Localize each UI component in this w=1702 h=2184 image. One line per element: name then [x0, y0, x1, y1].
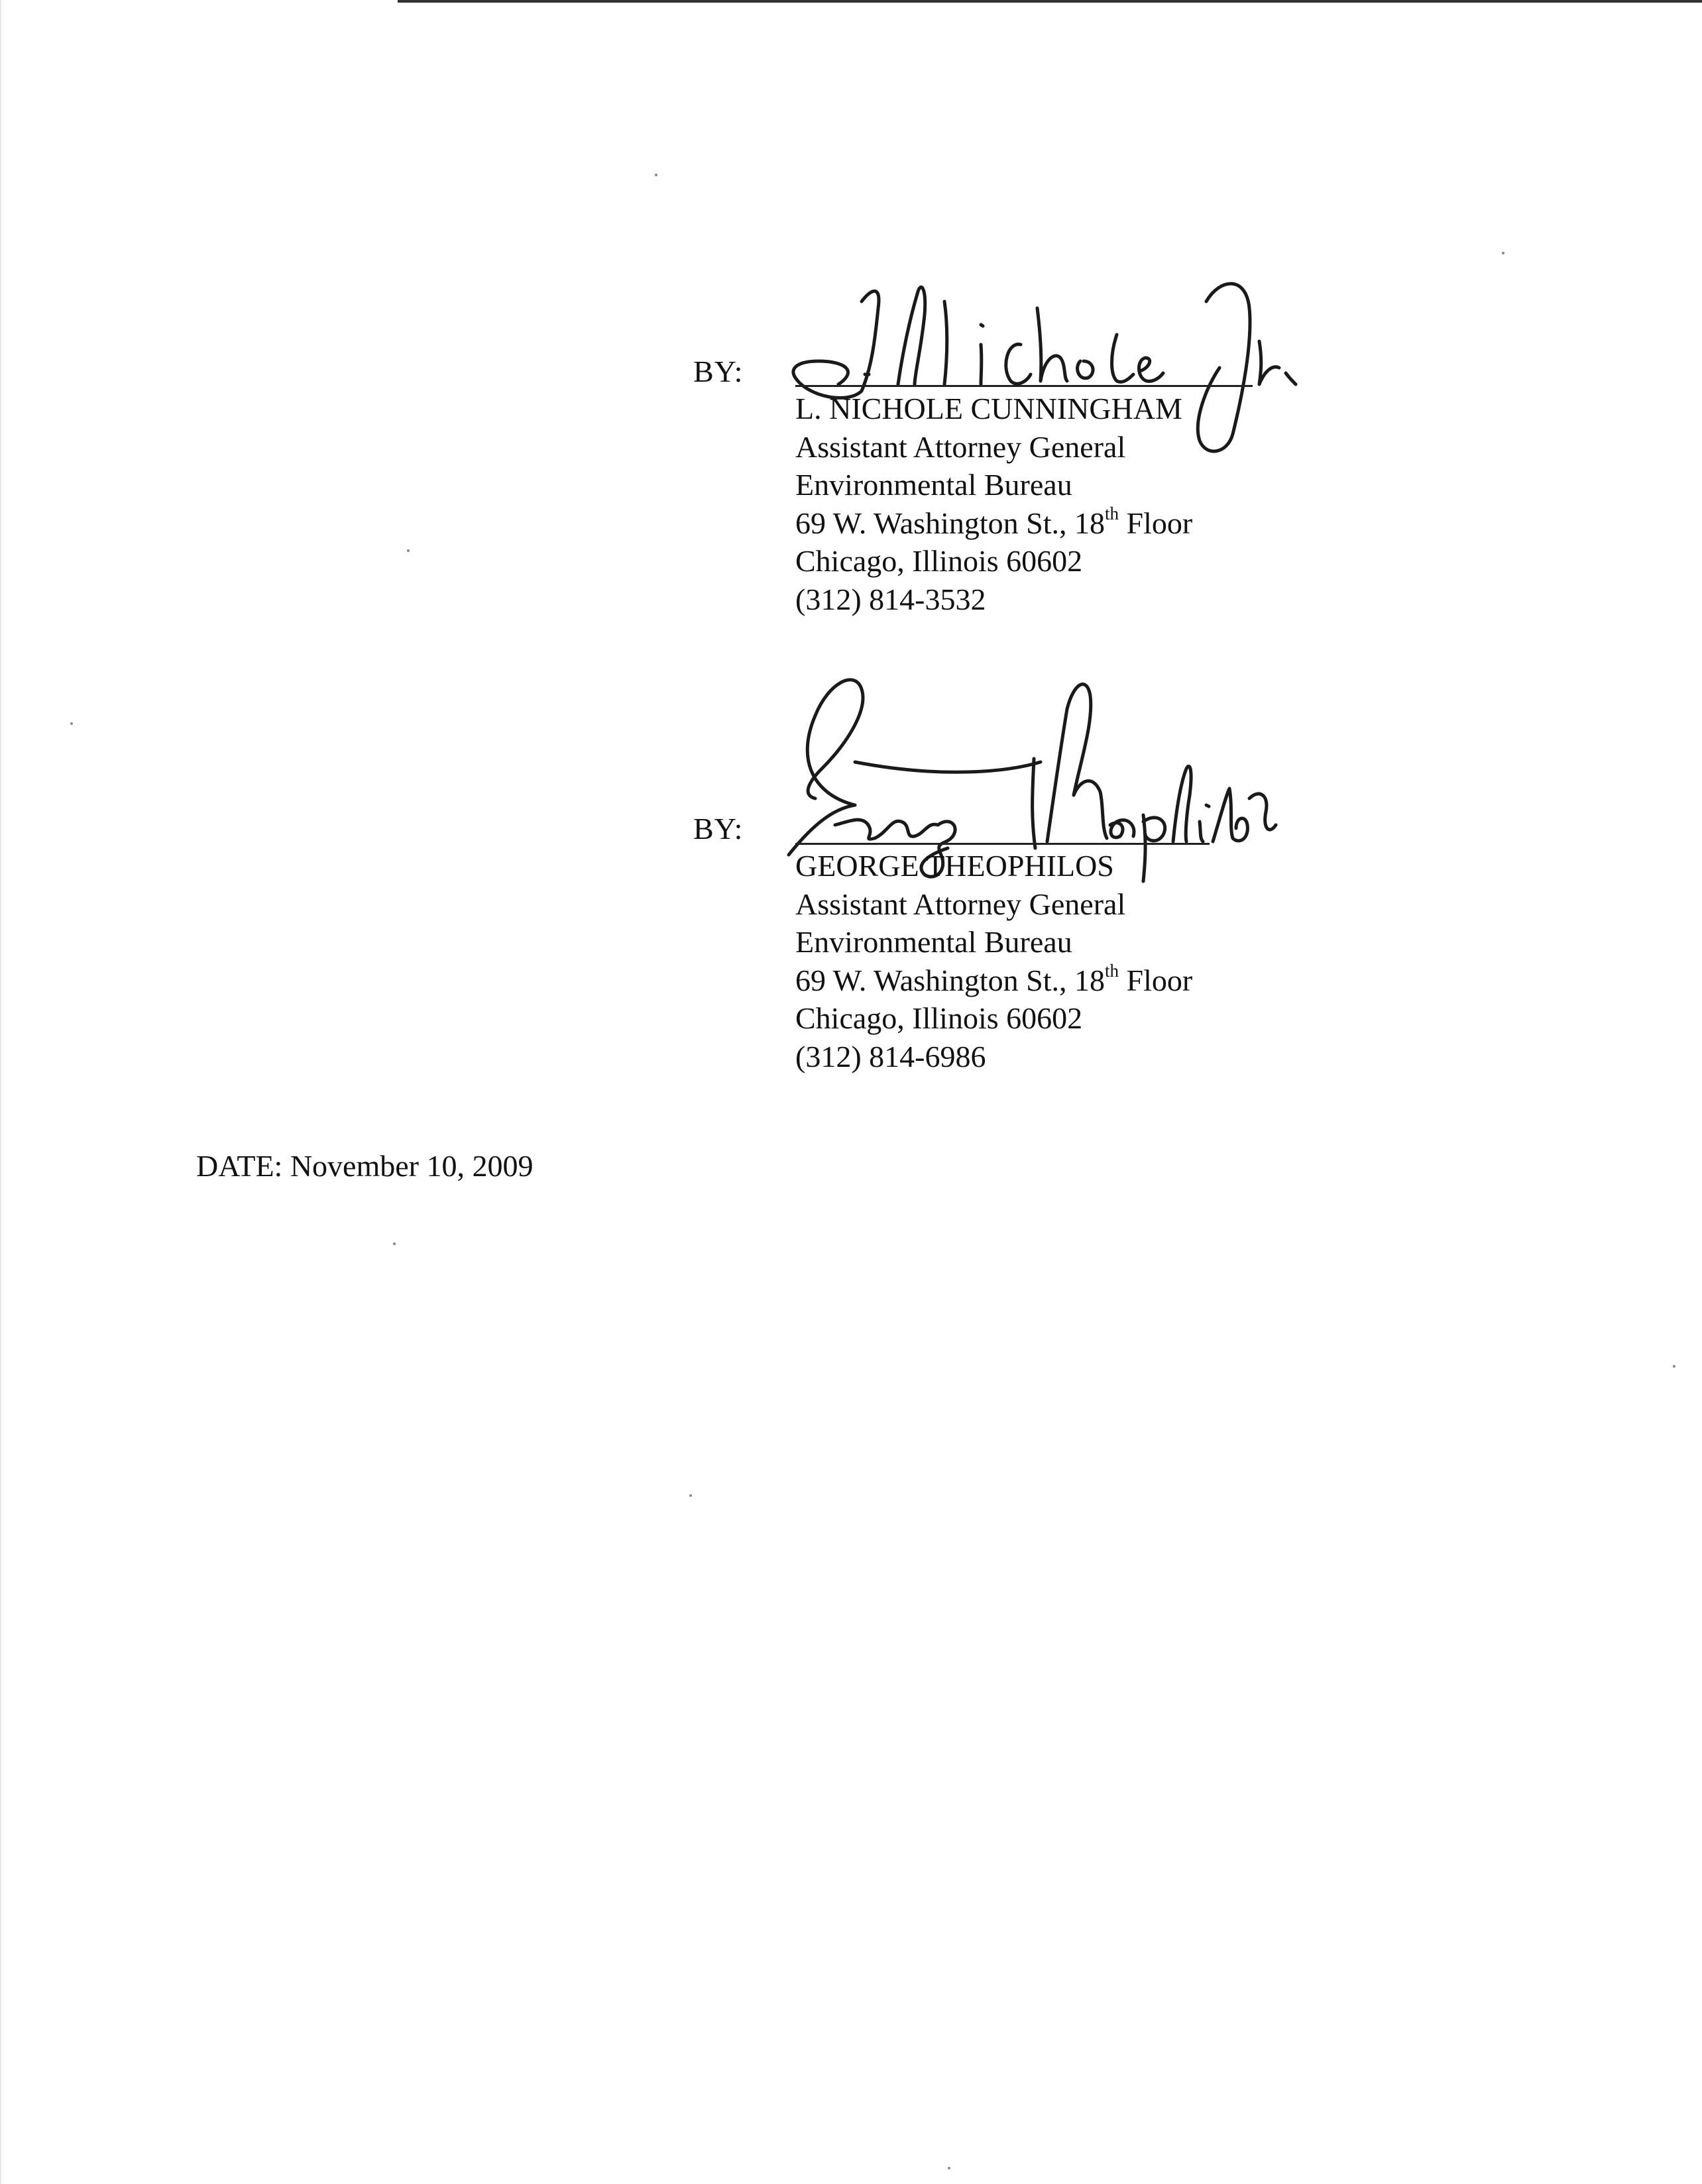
page-top-border — [398, 0, 1702, 3]
signatory-info — [795, 847, 1192, 1075]
signature-line — [795, 843, 1210, 845]
signatory-city: Chicago, Illinois 60602 — [795, 544, 1083, 578]
scan-speck — [689, 1494, 692, 1497]
scan-speck — [655, 174, 657, 176]
signatory-bureau: Environmental Bureau — [795, 925, 1072, 959]
signatory-info — [795, 390, 1192, 618]
document-date: DATE: November 10, 2009 — [196, 1149, 534, 1183]
signatory-name: GEORGE THEOPHILOS — [795, 849, 1114, 883]
scan-speck — [1673, 1365, 1675, 1368]
signatory-address: 69 W. Washington St., 18th Floor — [795, 961, 1193, 997]
scan-speck — [393, 1242, 396, 1245]
signatory-title: Assistant Attorney General — [795, 429, 1126, 464]
by-label: BY: — [693, 812, 744, 846]
signatory-title: Assistant Attorney General — [795, 887, 1126, 921]
signatory-city: Chicago, Illinois 60602 — [795, 1001, 1083, 1035]
signature-line — [795, 385, 1253, 387]
scan-speck — [407, 549, 410, 552]
signatory-phone: (312) 814-6986 — [795, 1039, 986, 1073]
scan-speck — [1502, 252, 1504, 254]
signatory-phone: (312) 814-3532 — [795, 582, 986, 616]
by-label: BY: — [693, 355, 744, 388]
signatory-address: 69 W. Washington St., 18th Floor — [795, 504, 1193, 540]
scan-speck — [948, 2167, 950, 2169]
signatory-bureau: Environmental Bureau — [795, 468, 1072, 502]
page-left-edge — [0, 0, 1, 2184]
scan-speck — [70, 722, 73, 725]
signatory-name: L. NICHOLE CUNNINGHAM — [795, 392, 1182, 425]
